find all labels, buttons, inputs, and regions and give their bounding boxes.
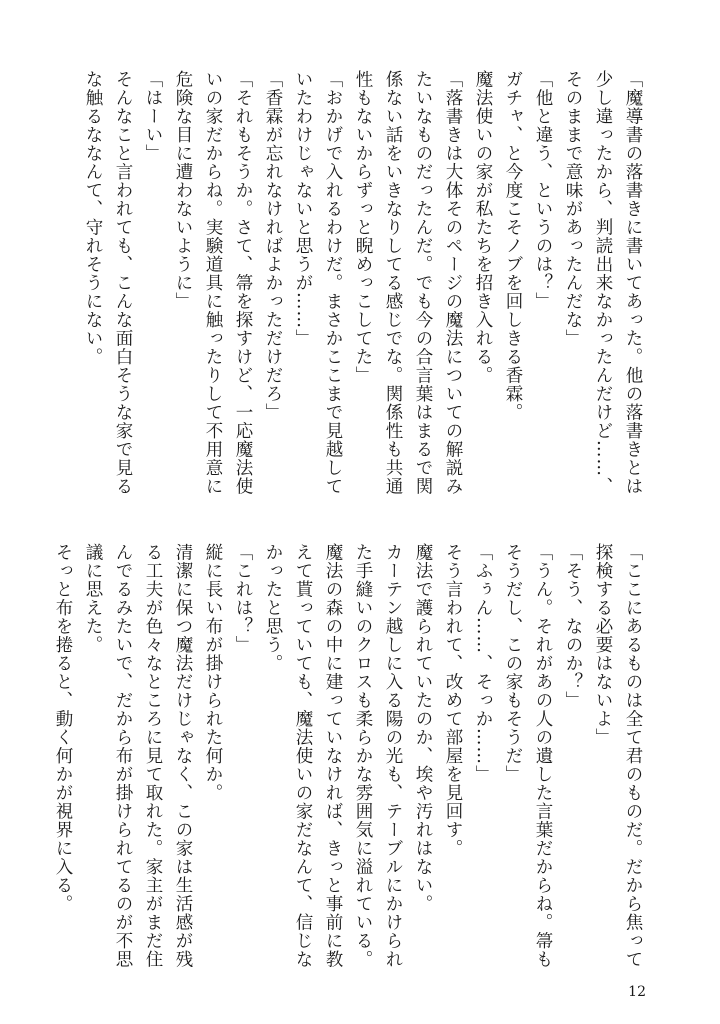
paragraph: そんなこと言われても、こんな面白そうな家で見るな触るななんて、守れそうにない。 xyxy=(83,70,133,496)
paragraph: 「おかげで入れるわけだ。まさかここまで見越していたわけじゃないと思うが……」 xyxy=(293,70,343,496)
paragraph: そっと布を捲ると、動く何かが視界に入る。 xyxy=(53,543,73,913)
paragraph: そう言われて、改めて部屋を見回す。 xyxy=(443,543,463,858)
paragraph: カーテン越しに入る陽の光も、テーブルにかけられた手縫いのクロスも柔らかな雰囲気に溢れている。 xyxy=(353,543,403,969)
paragraph: 「落書きは大体そのページの魔法についての解説みたいなものだったんだ。でも今の合言葉はまるで関係ない話をいきなりしてる感じでな。関係性も共通性もないからずっと睨めっこしてた」 xyxy=(353,70,463,496)
paragraph: 「これは？」 xyxy=(233,543,253,654)
paragraph: 魔法の森の中に建っていなければ、きっと事前に教えて貰っていても、魔法使いの家だなんて、信じなかったと思う。 xyxy=(263,543,343,969)
paragraph: 清潔に保つ魔法だけじゃなく、この家は生活感が残る工夫が色々なところに見て取れた。家主がまだ住んでるみたいで、だから布が掛けられてるのが不思議に思えた。 xyxy=(83,543,193,969)
paragraph: 「ここにあるものは全て君のものだ。だから焦って探検する必要はないよ」 xyxy=(593,543,643,969)
paragraph: 魔法で護られていたのか、埃や汚れはない。 xyxy=(413,543,433,913)
paragraph: 「他と違う、というのは？」 xyxy=(533,70,553,311)
page-number: 12 xyxy=(628,984,646,1000)
paragraph: 「はーい」 xyxy=(143,70,163,163)
paragraph: 「香霖が忘れなければよかっただけだろ」 xyxy=(263,70,283,422)
lower-text-block xyxy=(53,543,648,983)
upper-text-block xyxy=(68,70,648,500)
paragraph: 魔法使いの家が私たちを招き入れる。 xyxy=(473,70,493,385)
paragraph: 「それもそうか。さて、箒を探すけど、一応魔法使いの家だからね。実験道具に触ったりして不用意に危険な目に遭わないように」 xyxy=(173,70,253,496)
paragraph: 「そう、なのか？」 xyxy=(563,543,583,710)
paragraph: ガチャ、と今度こそノブを回しきる香霖。 xyxy=(503,70,523,422)
paragraph: 縦に長い布が掛けられた何か。 xyxy=(203,543,223,802)
paragraph: 「魔導書の落書きに書いてあった。他の落書きとは少し違ったから、判読出来なかったんだけど……、そのままで意味があったんだな」 xyxy=(563,70,643,496)
paragraph: 「ふぅん……、そっか……」 xyxy=(473,543,493,784)
paragraph: 「うん。それがあの人の遺した言葉だからね。箒もそうだし、この家もそうだ」 xyxy=(503,543,553,969)
